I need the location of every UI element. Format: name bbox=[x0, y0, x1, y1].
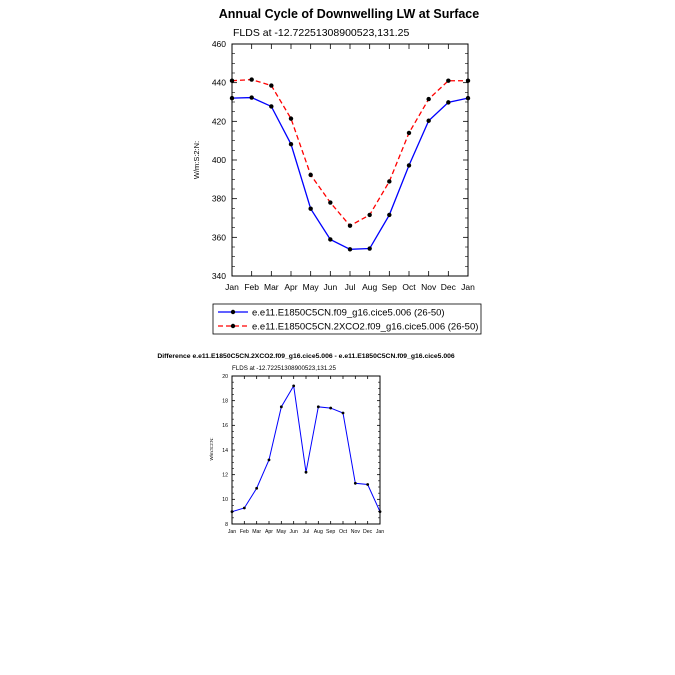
chart2-title: Difference e.e11.E1850C5CN.2XCO2.f09_g16.cice5.006 - e.e11.E1850C5CN.f09_g16.cice5.006 bbox=[157, 353, 455, 360]
chart1-legend-label-1: e.e11.E1850C5CN.f09_g16.cice5.006 (26-50) bbox=[252, 307, 445, 319]
y-tick-label: 20 bbox=[222, 373, 228, 380]
x-tick-label: Jul bbox=[344, 282, 356, 292]
chart2-ylabel: W/m:S:2:N: bbox=[209, 437, 214, 461]
x-tick-label: Apr bbox=[264, 529, 274, 535]
chart1-series-1-point bbox=[328, 237, 332, 241]
chart2-subtitle: FLDS at -12.72251308900523,131.25 bbox=[232, 365, 336, 372]
chart2-series-1-point bbox=[292, 384, 295, 387]
chart1-series-1-point bbox=[426, 119, 430, 123]
chart2-series-1-point bbox=[366, 483, 369, 486]
chart1-series-1-point bbox=[249, 95, 253, 99]
y-tick-label: 12 bbox=[222, 472, 228, 479]
chart1-series-2-point bbox=[308, 173, 312, 177]
y-tick-label: 440 bbox=[211, 77, 226, 88]
chart1-series-1-point bbox=[269, 104, 273, 108]
y-tick-label: 340 bbox=[211, 270, 226, 281]
chart2-series-1-point bbox=[231, 510, 234, 513]
x-tick-label: Dec bbox=[363, 529, 373, 535]
chart1-series-1-point bbox=[230, 96, 234, 100]
chart2-series-1-point bbox=[280, 405, 283, 408]
y-tick-label: 380 bbox=[211, 193, 226, 204]
chart1-series-1-point bbox=[289, 142, 293, 146]
chart1-title: Annual Cycle of Downwelling LW at Surface bbox=[218, 7, 480, 21]
chart1-legend-label-2: e.e11.E1850C5CN.2XCO2.f09_g16.cice5.006 (26-50) bbox=[252, 321, 479, 333]
chart1-legend-marker-1 bbox=[231, 310, 235, 314]
x-tick-label: Apr bbox=[284, 282, 298, 292]
y-tick-label: 460 bbox=[211, 38, 226, 49]
chart1-ylabel: W/m:S:2:N: bbox=[192, 140, 201, 180]
chart1-series-1-point bbox=[308, 207, 312, 211]
chart1-series-1-point bbox=[348, 247, 352, 251]
x-tick-label: May bbox=[276, 529, 287, 535]
x-tick-label: Mar bbox=[264, 282, 279, 292]
x-tick-label: Sep bbox=[326, 529, 336, 535]
x-tick-label: Oct bbox=[338, 529, 348, 535]
chart2-series-1-point bbox=[342, 412, 345, 415]
chart2-plot bbox=[222, 374, 384, 535]
chart1-series-2-point bbox=[446, 79, 450, 83]
chart2-series-1-point bbox=[329, 407, 332, 410]
chart1-series-1-point bbox=[466, 96, 470, 100]
chart1-series-2-point bbox=[328, 200, 332, 204]
chart1-series-2-point bbox=[387, 179, 391, 183]
chart1-plot-frame bbox=[232, 44, 468, 276]
chart1-series-2-point bbox=[348, 224, 352, 228]
chart1-subtitle: FLDS at -12.72251308900523,131.25 bbox=[233, 27, 410, 39]
x-tick-label: Aug bbox=[313, 529, 323, 535]
x-tick-label: Jun bbox=[289, 529, 298, 535]
chart1-series-2-point bbox=[230, 79, 234, 83]
chart1-plot bbox=[212, 39, 475, 292]
chart1-series-2-point bbox=[426, 97, 430, 101]
x-tick-label: Oct bbox=[402, 282, 416, 292]
chart2-series-1-point bbox=[379, 510, 382, 513]
chart1-series-2-point bbox=[407, 131, 411, 135]
chart2-series-1-point bbox=[305, 471, 308, 474]
chart1-series-2-point bbox=[249, 77, 253, 81]
y-tick-label: 14 bbox=[222, 447, 228, 454]
y-tick-label: 16 bbox=[222, 423, 228, 430]
x-tick-label: Nov bbox=[350, 529, 360, 535]
x-tick-label: Jun bbox=[323, 282, 338, 292]
chart2-series-1-point bbox=[255, 487, 258, 490]
x-tick-label: Dec bbox=[440, 282, 456, 292]
chart2-series-1-point bbox=[354, 482, 357, 485]
chart2-plot-frame bbox=[232, 376, 380, 524]
x-tick-label: Jan bbox=[461, 282, 475, 292]
y-tick-label: 18 bbox=[222, 398, 228, 405]
chart1-legend-marker-2 bbox=[231, 324, 235, 328]
x-tick-label: Jan bbox=[375, 529, 385, 535]
chart2-series-1-point bbox=[268, 458, 271, 461]
y-tick-label: 10 bbox=[222, 497, 228, 504]
x-tick-label: Jan bbox=[227, 529, 237, 535]
x-tick-label: Sep bbox=[381, 282, 397, 292]
chart1-series-1-point bbox=[387, 213, 391, 217]
x-tick-label: Mar bbox=[252, 529, 262, 535]
chart2-series-1-point bbox=[243, 507, 246, 510]
chart2-series-1-line bbox=[232, 386, 380, 512]
y-tick-label: 420 bbox=[211, 116, 226, 127]
chart1-series-1-point bbox=[407, 163, 411, 167]
chart1-series-1-point bbox=[446, 100, 450, 104]
x-tick-label: May bbox=[302, 282, 319, 292]
chart1-series-1-point bbox=[367, 246, 371, 250]
x-tick-label: Feb bbox=[244, 282, 259, 292]
chart1-series-2-point bbox=[289, 116, 293, 120]
y-tick-label: 8 bbox=[225, 521, 228, 528]
chart1-series-2-line bbox=[232, 80, 468, 226]
chart2-series-1-point bbox=[317, 405, 320, 408]
chart1-series-2-point bbox=[466, 79, 470, 83]
y-tick-label: 400 bbox=[211, 154, 226, 165]
y-tick-label: 360 bbox=[211, 232, 226, 243]
chart1-series-2-point bbox=[269, 83, 273, 87]
chart1-series-2-point bbox=[367, 213, 371, 217]
x-tick-label: Nov bbox=[421, 282, 437, 292]
x-tick-label: Jan bbox=[225, 282, 239, 292]
x-tick-label: Jul bbox=[302, 529, 310, 535]
x-tick-label: Feb bbox=[239, 529, 249, 535]
x-tick-label: Aug bbox=[362, 282, 378, 292]
